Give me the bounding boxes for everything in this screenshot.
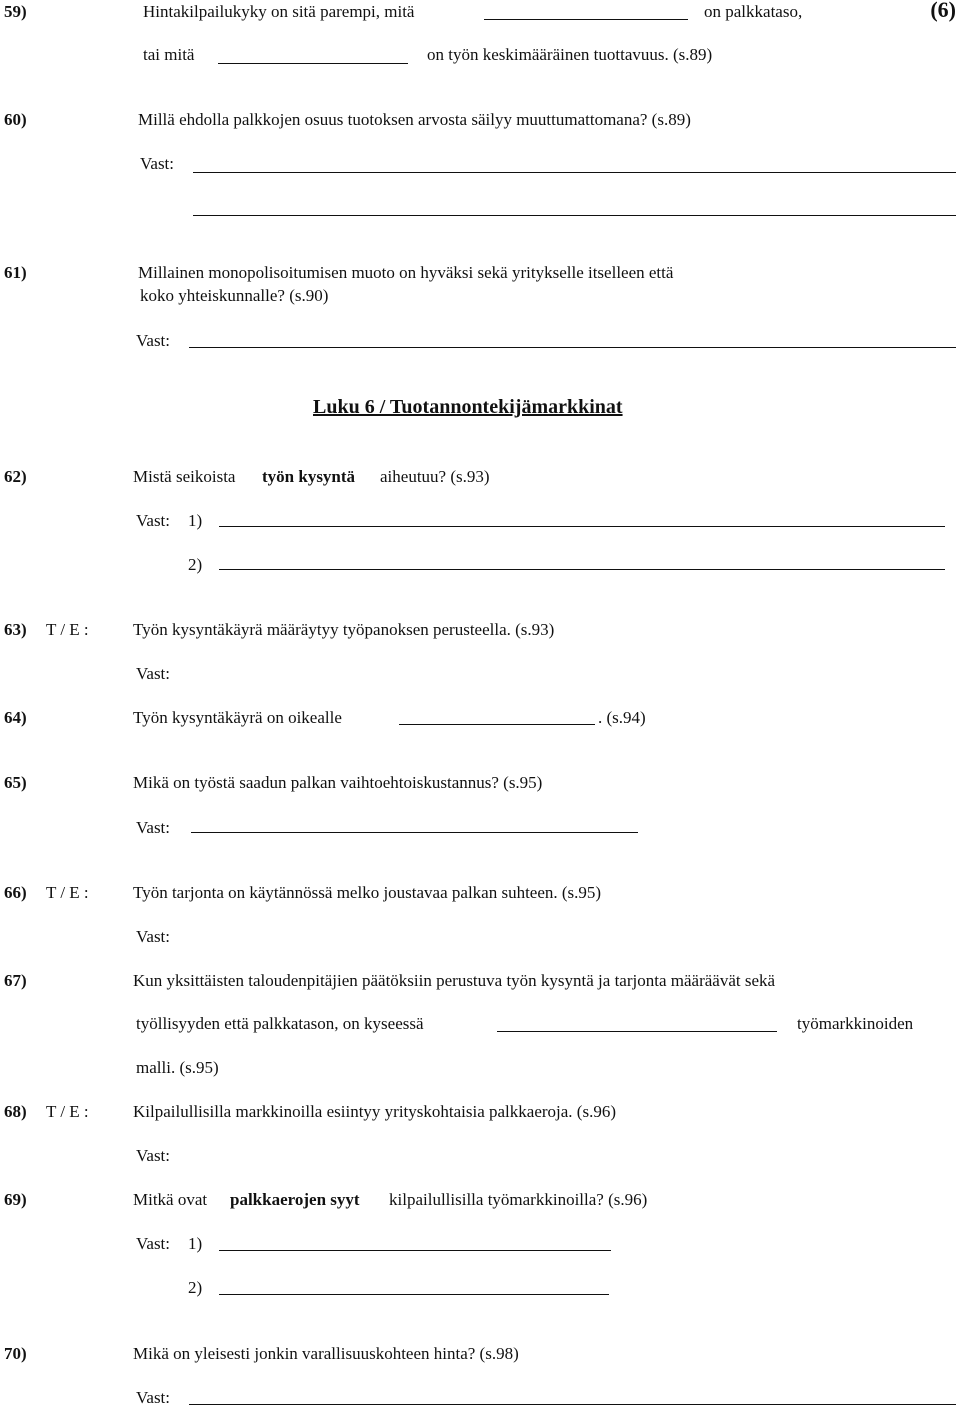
question-text: Hintakilpailukyky on sitä parempi, mitä: [143, 2, 415, 21]
blank-line[interactable]: [399, 724, 595, 725]
blank-line[interactable]: [218, 63, 408, 64]
true-false-marker: T / E :: [46, 620, 89, 639]
question-text: tai mitä: [143, 45, 195, 64]
answer-line[interactable]: [219, 526, 945, 527]
question-text: Kun yksittäisten taloudenpitäjien päätöksiin perustuva työn kysyntä ja tarjonta määräävät sekä: [133, 971, 776, 990]
chapter-heading: Luku 6 / Tuotannontekijämarkkinat: [313, 396, 623, 418]
question-keyword: työn kysyntä: [262, 467, 356, 486]
answer-line[interactable]: [193, 172, 956, 173]
question-text: Työn tarjonta on käytännössä melko joustavaa palkan suhteen. (s.95): [133, 883, 602, 902]
question-text: Mikä on yleisesti jonkin varallisuuskohteen hinta? (s.98): [133, 1344, 519, 1363]
answer-line[interactable]: [193, 215, 956, 216]
answer-line[interactable]: [189, 1404, 956, 1405]
question-text: kilpailullisilla työmarkkinoilla? (s.96): [389, 1190, 648, 1209]
question-text: Mitkä ovat: [133, 1190, 208, 1209]
question-number: 66): [4, 883, 27, 902]
question-text: työllisyyden että palkkatason, on kyseessä: [136, 1014, 424, 1033]
answer-label: Vast:: [136, 1388, 170, 1407]
question-text: Mistä seikoista: [133, 467, 236, 486]
question-text: työmarkkinoiden: [797, 1014, 914, 1033]
question-text: Mikä on työstä saadun palkan vaihtoehtoiskustannus? (s.95): [133, 773, 543, 792]
true-false-marker: T / E :: [46, 883, 89, 902]
question-text: Kilpailullisilla markkinoilla esiintyy yrityskohtaisia palkkaeroja. (s.96): [133, 1102, 616, 1121]
question-text: . (s.94): [598, 708, 646, 727]
question-number: 62): [4, 467, 27, 486]
answer-line[interactable]: [191, 832, 638, 833]
question-text: malli. (s.95): [136, 1058, 219, 1077]
answer-label: Vast:: [136, 664, 170, 683]
question-number: 69): [4, 1190, 27, 1209]
answer-line[interactable]: [189, 347, 956, 348]
answer-line[interactable]: [219, 1294, 609, 1295]
question-number: 65): [4, 773, 27, 792]
question-number: 59): [4, 2, 27, 21]
answer-label: Vast:: [136, 1146, 170, 1165]
question-text: Millä ehdolla palkkojen osuus tuotoksen arvosta säilyy muuttumattomana? (s.89): [138, 110, 691, 129]
answer-label: Vast:: [136, 511, 170, 530]
question-number: 67): [4, 971, 27, 990]
question-text: koko yhteiskunnalle? (s.90): [140, 286, 329, 305]
question-number: 61): [4, 263, 27, 282]
question-text: on palkkataso,: [704, 2, 803, 21]
question-number: 63): [4, 620, 27, 639]
answer-label: Vast:: [136, 1234, 170, 1253]
true-false-marker: T / E :: [46, 1102, 89, 1121]
question-number: 70): [4, 1344, 27, 1363]
question-text: Millainen monopolisoitumisen muoto on hyväksi sekä yritykselle itselleen että: [138, 263, 674, 282]
answer-label: Vast:: [136, 331, 170, 350]
question-number: 64): [4, 708, 27, 727]
question-keyword: palkkaerojen syyt: [230, 1190, 360, 1209]
question-number: 68): [4, 1102, 27, 1121]
answer-item-number: 1): [188, 511, 203, 530]
blank-line[interactable]: [484, 19, 688, 20]
answer-item-number: 2): [188, 555, 203, 574]
answer-item-number: 2): [188, 1278, 203, 1297]
question-text: Työn kysyntäkäyrä määräytyy työpanoksen perusteella. (s.93): [133, 620, 555, 639]
question-number: 60): [4, 110, 27, 129]
answer-line[interactable]: [219, 569, 945, 570]
points-badge: (6): [930, 0, 956, 22]
question-text: Työn kysyntäkäyrä on oikealle: [133, 708, 342, 727]
blank-line[interactable]: [497, 1031, 777, 1032]
answer-label: Vast:: [136, 818, 170, 837]
answer-label: Vast:: [136, 927, 170, 946]
question-text: aiheutuu? (s.93): [380, 467, 490, 486]
answer-item-number: 1): [188, 1234, 203, 1253]
answer-line[interactable]: [219, 1250, 611, 1251]
question-text: on työn keskimääräinen tuottavuus. (s.89): [427, 45, 713, 64]
answer-label: Vast:: [140, 154, 174, 173]
